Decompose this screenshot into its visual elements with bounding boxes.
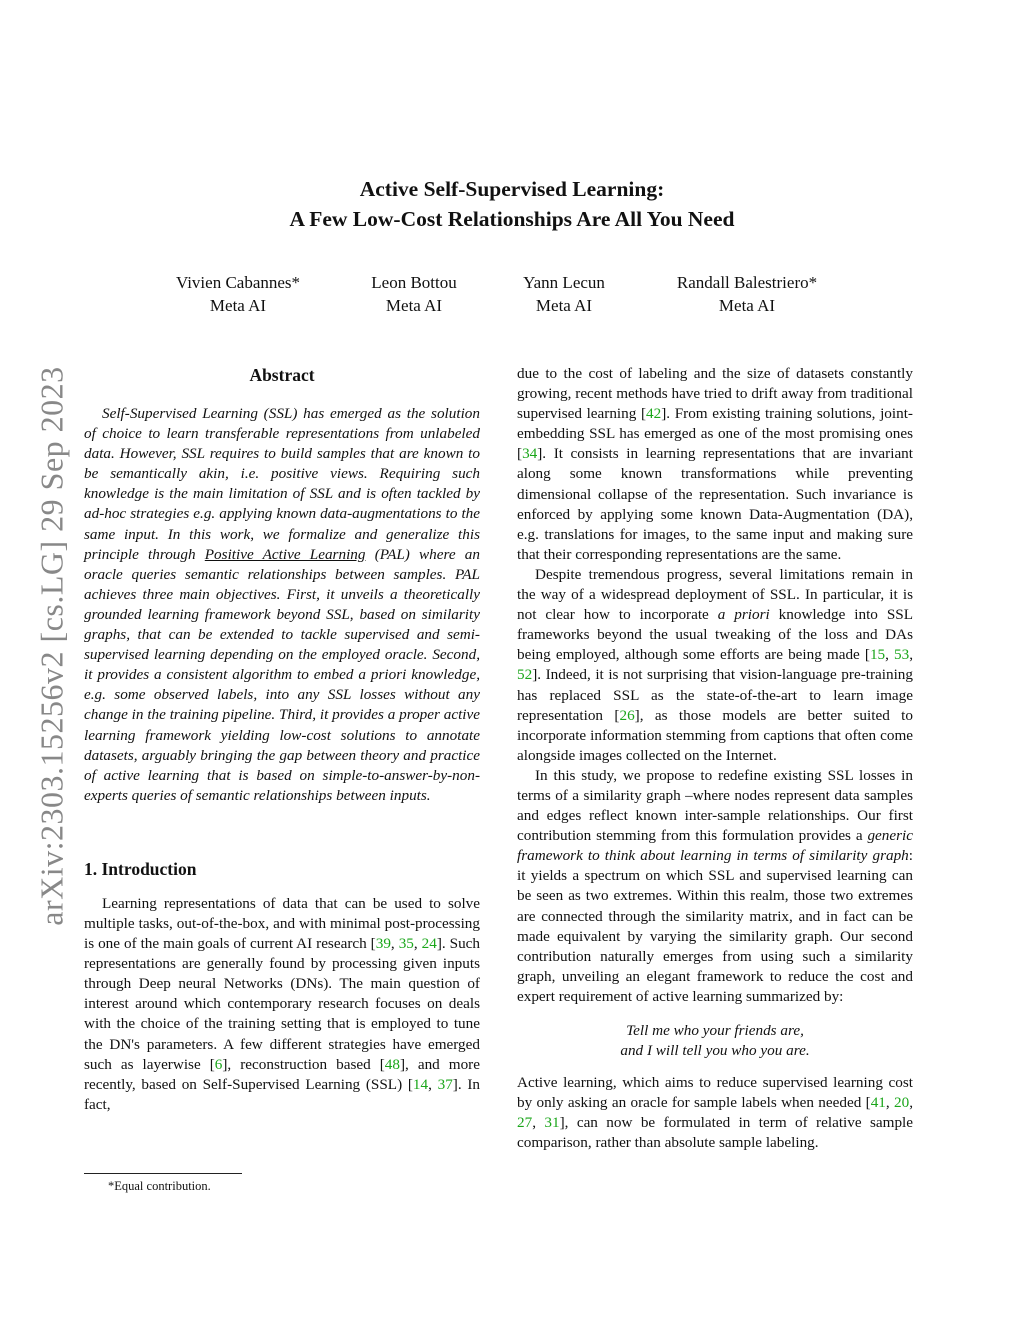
author-block bbox=[637, 271, 857, 317]
author-affiliation: Meta AI bbox=[385, 296, 443, 315]
citation-link[interactable]: 26 bbox=[619, 706, 635, 724]
citation-link[interactable]: 6 bbox=[214, 1055, 223, 1073]
citation-link[interactable]: 24 bbox=[421, 935, 437, 953]
paper-title bbox=[0, 174, 1024, 234]
citation-link[interactable]: 31 bbox=[544, 1114, 560, 1132]
citation-link[interactable]: 37 bbox=[437, 1075, 453, 1093]
quote-line: Tell me who your friends are, bbox=[626, 1022, 804, 1039]
author-affiliation: Meta AI bbox=[718, 296, 776, 315]
abstract-text: Self-Supervised Learning (SSL) has emerged as the solution of choice to learn transferable representations from unlabeled data. However, SSL requires to build samples that are known to be semantically akin, i.e. positive views. Requiring such knowledge is the main limitation of SSL and is often tackled by ad-hoc strategies e.g. applying known data-augmentations to the same input. In this work, we formalize and generalize this principle through Positive Active Learning (PAL) where an oracle queries semantic relationships between samples. PAL achieves three main objectives. First, it unveils a theoretically grounded learning framework beyond SSL, based on similarity graphs, that can be extended to tackle supervised and semi-supervised learning depending on the employed oracle. Second, it provides a consistent algorithm to embed a priori knowledge, e.g. some observed labels, into any SSL losses without any change in the training pipeline. Third, it provides a proper active learning framework yielding low-cost solutions to annotate datasets, arguably bringing the gap between theory and practice of active learning that is based on simple-to-answer-by-non-experts queries of semantic relationships between inputs. bbox=[84, 405, 480, 804]
body-paragraph: due to the cost of labeling and the size of datasets constantly growing, recent methods have tried to drift away from traditional supervised learning [42]. From existing training solutions, joint-embedding SSL has emerged as one of the most promising ones [34]. It consists in learning representations that are invariant along some known transformations while preventing dimensional collapse of the representation. Such invariance is enforced by applying some known Data-Augmentation (DA), e.g. translations for images, to the same input and making sure that their corresponding representations are the same. bbox=[517, 365, 913, 563]
citation-link[interactable]: 41 bbox=[870, 1094, 886, 1112]
right-column bbox=[517, 364, 913, 1154]
author-name: Vivien Cabannes* bbox=[175, 273, 301, 292]
footnote-divider bbox=[84, 1173, 242, 1174]
citation-link[interactable]: 35 bbox=[398, 935, 414, 953]
body-paragraph: Active learning, which aims to reduce supervised learning cost by only asking an oracle for sample labels when needed [41, 20, 27, 31], can now be formulated in term of relative sample comparison, rather than absolute sample labeling. bbox=[517, 1074, 914, 1152]
section-heading-introduction: 1. Introduction bbox=[84, 858, 197, 879]
citation-link[interactable]: 14 bbox=[412, 1075, 429, 1093]
title-line-2: A Few Low-Cost Relationships Are All You Need bbox=[289, 207, 735, 231]
footnote: *Equal contribution. bbox=[108, 1179, 211, 1193]
left-column bbox=[84, 364, 480, 1115]
citation-link[interactable]: 15 bbox=[869, 646, 886, 664]
author-name: Leon Bottou bbox=[371, 273, 457, 292]
citation-link[interactable]: 27 bbox=[517, 1114, 533, 1132]
pal-term: Positive Active Learning bbox=[204, 545, 366, 563]
citation-link[interactable]: 52 bbox=[517, 666, 533, 684]
abstract-heading: Abstract bbox=[249, 365, 315, 385]
author-name: Yann Lecun bbox=[523, 273, 605, 292]
citation-link[interactable]: 34 bbox=[522, 445, 538, 463]
intro-paragraph: Learning representations of data that can be used to solve multiple tasks, out-of-the-box, and with minimal post-processing is one of the main goals of current AI research [39, 35, 24]. Such representations are generally found by processing given inputs through Deep neural Networks (DNs). The main question of interest around which contemporary research focuses on deals with the choice of the training setting that is employed to tune the DN's parameters. A few different strategies have emerged such as layerwise [6], reconstruction based [48], and more recently, based on Self-Supervised Learning (SSL) [14, 37]. In fact, bbox=[84, 894, 481, 1113]
body-paragraph: Despite tremendous progress, several limitations remain in the way of a widespread deployment of SSL. In particular, it is not clear how to incorporate a priori knowledge into SSL frameworks beyond the usual tweaking of the loss and DAs being employed, although some efforts are being made [15, 53, 52]. Indeed, it is not surprising that vision-language pre-training has replaced SSL as the state-of-the-art to learn image representation [26], as those models are better suited to incorporate information stemming from captions that often come alongside images collected on the Internet. bbox=[517, 565, 913, 764]
title-line-1: Active Self-Supervised Learning: bbox=[359, 177, 665, 201]
citation-link[interactable]: 42 bbox=[646, 405, 662, 423]
citation-link[interactable]: 39 bbox=[375, 935, 391, 953]
author-list bbox=[0, 271, 1024, 321]
citation-link[interactable]: 20 bbox=[894, 1094, 910, 1112]
author-name: Randall Balestriero* bbox=[676, 273, 818, 292]
author-affiliation: Meta AI bbox=[209, 296, 267, 315]
citation-link[interactable]: 48 bbox=[384, 1055, 400, 1073]
body-paragraph: In this study, we propose to redefine existing SSL losses in terms of a similarity graph –where nodes represent data samples and edges reflect known inter-sample relationships. Our first contribution stemming from this formulation provides a generic framework to think about learning in terms of similarity graph: it yields a spectrum on which SSL and supervised learning can be seen as two extremes. Within this realm, those two extremes are connected through the similarity matrix, and in fact can be made equivalent by varying the similarity graph. Our second contribution naturally emerges from using such a similarity graph, unveiling an elegant framework to reduce the cost and expert requirement of active learning summarized by: bbox=[517, 766, 913, 1005]
citation-link[interactable]: 53 bbox=[894, 646, 910, 664]
arxiv-identifier: arXiv:2303.15256v2 [cs.LG] 29 Sep 2023 bbox=[33, 366, 70, 926]
author-affiliation: Meta AI bbox=[535, 296, 593, 315]
quote-block bbox=[517, 1021, 913, 1061]
quote-line: and I will tell you who you are. bbox=[620, 1042, 810, 1060]
